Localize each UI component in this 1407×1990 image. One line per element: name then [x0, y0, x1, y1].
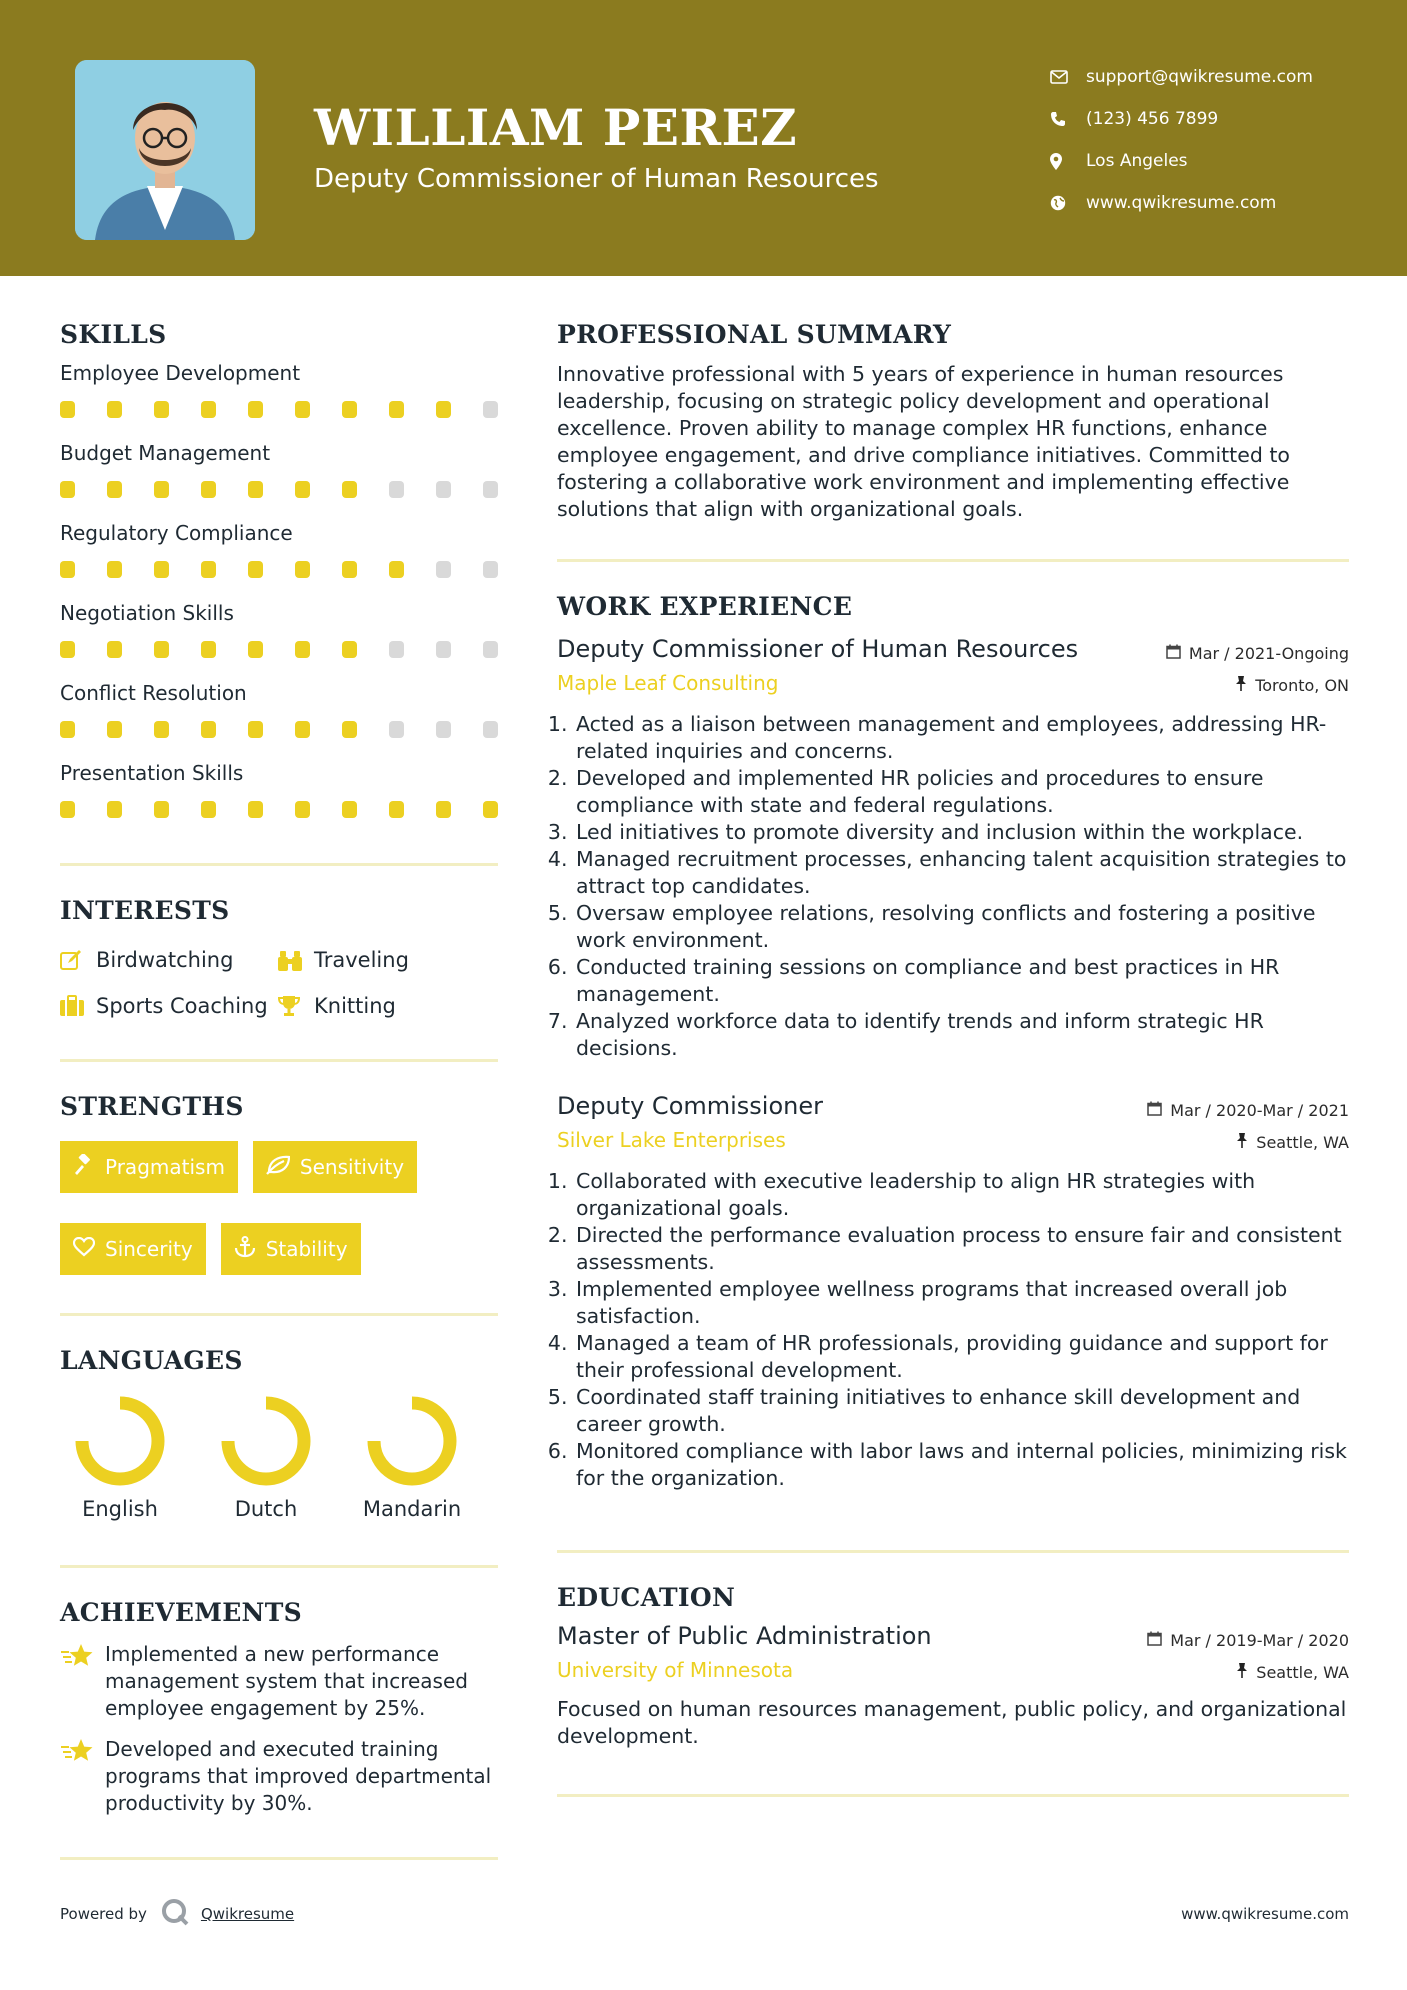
skill-dot: [342, 481, 357, 498]
leaf-icon: [266, 1155, 290, 1180]
skill-dot: [483, 481, 498, 498]
footer-branding: [60, 1898, 294, 1930]
skill-dot: [389, 401, 404, 418]
skill-dot: [295, 561, 310, 578]
skill-dot: [201, 721, 216, 738]
strength-label: Pragmatism: [105, 1155, 225, 1179]
skill-name: Budget Management: [60, 441, 271, 465]
language-name: Dutch: [234, 1497, 298, 1521]
resume-header: [0, 0, 1407, 276]
job-location-text: Seattle, WA: [1256, 1133, 1349, 1152]
language-gauge: [366, 1395, 458, 1487]
skill-dot: [60, 401, 75, 418]
section-divider: [60, 1313, 498, 1316]
skill-dot: [436, 401, 451, 418]
heart-icon: [73, 1237, 95, 1262]
language-gauge-arc: [82, 1403, 158, 1479]
skill-dot: [154, 801, 169, 818]
interest-item: [278, 993, 498, 1019]
contact-website-text: www.qwikresume.com: [1086, 193, 1277, 213]
skill-dot: [436, 641, 451, 658]
job-bullets: [557, 711, 1349, 1062]
strength-tag: [221, 1223, 361, 1275]
skill-dot: [248, 721, 263, 738]
language-gauge-arc: [228, 1403, 304, 1479]
skill-dot: [201, 801, 216, 818]
pushpin-icon: [1235, 676, 1247, 695]
job-bullet: 3. Implemented employee wellness programs that increased overall job satisfaction.: [574, 1276, 1349, 1330]
skill-dot: [295, 481, 310, 498]
achievements-list: [60, 1641, 498, 1817]
education-title: EDUCATION: [557, 1583, 736, 1612]
interest-label: Knitting: [314, 994, 396, 1018]
skill-dot: [342, 721, 357, 738]
skill-dot: [389, 721, 404, 738]
skill-dot: [389, 641, 404, 658]
skill-rating: [60, 561, 498, 579]
skill-rating: [60, 721, 498, 739]
skill-dot: [154, 481, 169, 498]
phone-icon: [1050, 111, 1086, 127]
job-bullets: [557, 1168, 1349, 1492]
interests-title: INTERESTS: [60, 896, 230, 925]
trophy-icon: [278, 995, 314, 1017]
skill-dot: [389, 801, 404, 818]
skill-dot: [483, 641, 498, 658]
skill-dot: [436, 481, 451, 498]
job-bullet: 4. Managed a team of HR professionals, providing guidance and support for their professional development.: [574, 1330, 1349, 1384]
job-location: [1235, 676, 1349, 695]
strength-label: Stability: [265, 1237, 348, 1261]
skill-dot: [107, 561, 122, 578]
strength-tag: [60, 1223, 206, 1275]
job-bullet: 5. Coordinated staff training initiatives to enhance skill development and career growth.: [574, 1384, 1349, 1438]
calendar-icon: [1147, 1631, 1162, 1650]
job-bullet: 1. Collaborated with executive leadership to align HR strategies with organizational goals.: [574, 1168, 1349, 1222]
company-name: Silver Lake Enterprises: [557, 1128, 786, 1152]
job-location-text: Toronto, ON: [1255, 676, 1349, 695]
job-bullet: 3. Led initiatives to promote diversity and inclusion within the workplace.: [574, 819, 1349, 846]
language-gauge: [74, 1395, 166, 1487]
language-gauge-arc: [374, 1403, 450, 1479]
education-dates-text: Mar / 2019-Mar / 2020: [1170, 1631, 1349, 1650]
job-title: Deputy Commissioner of Human Resources: [557, 635, 1079, 663]
section-divider: [60, 1565, 498, 1568]
skill-dot: [248, 801, 263, 818]
skill-dot: [436, 801, 451, 818]
degree-title: Master of Public Administration: [557, 1622, 932, 1650]
interests-list: [60, 947, 498, 1019]
achievement-item: [60, 1641, 498, 1722]
binoculars-icon: [278, 949, 314, 971]
skill-dot: [107, 401, 122, 418]
qwikresume-logo-icon: [161, 1898, 189, 1930]
section-divider: [60, 1059, 498, 1062]
education-location: [1236, 1663, 1349, 1682]
contact-email[interactable]: [1050, 56, 1390, 98]
strength-label: Sincerity: [105, 1237, 193, 1261]
pencil-icon: [60, 949, 96, 971]
languages-title: LANGUAGES: [60, 1346, 243, 1375]
skill-dot: [107, 481, 122, 498]
achievement-item: [60, 1736, 498, 1817]
globe-icon: [1050, 195, 1086, 211]
job-title: Deputy Commissioner: [557, 1092, 824, 1120]
powered-by-label: Powered by: [60, 1905, 147, 1923]
interest-item: [60, 947, 278, 973]
section-divider: [557, 559, 1349, 562]
skill-rating: [60, 641, 498, 659]
skill-dot: [154, 721, 169, 738]
star-icon: [60, 1736, 105, 1817]
contact-website[interactable]: [1050, 182, 1390, 224]
footer-website[interactable]: www.qwikresume.com: [1181, 1905, 1349, 1923]
skills-title: SKILLS: [60, 320, 167, 349]
company-name: Maple Leaf Consulting: [557, 671, 779, 695]
strengths-list: [60, 1141, 498, 1275]
job-bullet: 2. Directed the performance evaluation process to ensure fair and consistent assessments.: [574, 1222, 1349, 1276]
language-item: [352, 1395, 472, 1521]
language-name: Mandarin: [362, 1497, 462, 1521]
gavel-icon: [73, 1154, 95, 1181]
skill-dot: [60, 721, 75, 738]
section-divider: [60, 1857, 498, 1860]
skill-dot: [154, 561, 169, 578]
skill-dot: [107, 721, 122, 738]
skill-dot: [295, 721, 310, 738]
skill-dot: [483, 561, 498, 578]
skill-rating: [60, 401, 498, 419]
education-entry: [557, 1622, 1349, 1750]
languages-list: [60, 1395, 498, 1521]
skill-dot: [436, 721, 451, 738]
job-bullet: 4. Managed recruitment processes, enhancing talent acquisition strategies to attract top candidates.: [574, 846, 1349, 900]
skill-dot: [248, 481, 263, 498]
star-icon: [60, 1641, 105, 1722]
skill-dot: [295, 401, 310, 418]
skill-dot: [60, 481, 75, 498]
job-dates: [1166, 644, 1349, 663]
skill-dot: [389, 481, 404, 498]
skill-name: Presentation Skills: [60, 761, 244, 785]
language-item: [206, 1395, 326, 1521]
skill-dot: [60, 641, 75, 658]
skill-dot: [248, 561, 263, 578]
school-name: University of Minnesota: [557, 1658, 794, 1682]
job-bullet: 1. Acted as a liaison between management and employees, addressing HR-related inquiries and concerns.: [574, 711, 1349, 765]
calendar-icon: [1147, 1101, 1162, 1120]
skill-dot: [201, 401, 216, 418]
skill-dot: [248, 401, 263, 418]
interest-label: Traveling: [314, 948, 409, 972]
job-dates-text: Mar / 2021-Ongoing: [1188, 644, 1349, 663]
job-dates-text: Mar / 2020-Mar / 2021: [1170, 1101, 1349, 1120]
skill-dot: [60, 801, 75, 818]
achievement-text: Implemented a new performance management system that increased employee engagement by 25%.: [105, 1642, 468, 1720]
skill-dot: [107, 641, 122, 658]
skill-dot: [107, 801, 122, 818]
job-entry: [557, 635, 1349, 1062]
left-column: [60, 320, 498, 1860]
job-dates: [1147, 1101, 1349, 1120]
skill-dot: [342, 641, 357, 658]
achievements-title: ACHIEVEMENTS: [60, 1598, 302, 1627]
skill-dot: [295, 641, 310, 658]
contact-list: [1050, 56, 1390, 224]
skill-dot: [201, 641, 216, 658]
pushpin-icon: [1236, 1663, 1248, 1682]
language-gauge: [220, 1395, 312, 1487]
job-bullet: 5. Oversaw employee relations, resolving conflicts and fostering a positive work environment.: [574, 900, 1349, 954]
job-bullet: 6. Monitored compliance with labor laws and internal policies, minimizing risk for the organization.: [574, 1438, 1349, 1492]
skill-dot: [201, 481, 216, 498]
skill-dot: [483, 401, 498, 418]
job-bullet: 7. Analyzed workforce data to identify trends and inform strategic HR decisions.: [574, 1008, 1349, 1062]
skill-dot: [342, 561, 357, 578]
job-location: [1236, 1133, 1349, 1152]
skill-name: Conflict Resolution: [60, 681, 247, 705]
profile-photo: [75, 60, 255, 240]
strength-tag: [253, 1141, 417, 1193]
interest-item: [60, 993, 278, 1019]
strengths-title: STRENGTHS: [60, 1092, 244, 1121]
section-divider: [557, 1550, 1349, 1553]
pushpin-icon: [1236, 1133, 1248, 1152]
skill-dot: [154, 641, 169, 658]
strength-label: Sensitivity: [299, 1155, 405, 1179]
interest-item: [278, 947, 498, 973]
skill-name: Employee Development: [60, 361, 301, 385]
job-bullet: 2. Developed and implemented HR policies and procedures to ensure compliance with state and federal regulations.: [574, 765, 1349, 819]
skill-dot: [483, 721, 498, 738]
anchor-icon: [234, 1236, 256, 1263]
candidate-role: Deputy Commissioner of Human Resources: [314, 164, 879, 194]
skill-dot: [60, 561, 75, 578]
skill-dot: [201, 561, 216, 578]
qwikresume-link[interactable]: Qwikresume: [200, 1905, 295, 1923]
skill-dot: [295, 801, 310, 818]
skill-dot: [342, 801, 357, 818]
skill-dot: [248, 641, 263, 658]
skill-rating: [60, 481, 498, 499]
experience-title: WORK EXPERIENCE: [557, 592, 853, 621]
education-description: Focused on human resources management, public policy, and organizational development.: [557, 1697, 1347, 1748]
envelope-icon: [1050, 70, 1086, 84]
skill-dot: [342, 401, 357, 418]
strength-tag: [60, 1141, 238, 1193]
job-bullet: 6. Conducted training sessions on compliance and best practices in HR management.: [574, 954, 1349, 1008]
contact-location-text: Los Angeles: [1086, 151, 1188, 171]
map-pin-icon: [1050, 153, 1086, 170]
briefcase-icon: [60, 995, 96, 1017]
language-item: [60, 1395, 180, 1521]
interest-label: Birdwatching: [96, 948, 234, 972]
contact-phone-text: (123) 456 7899: [1086, 109, 1219, 129]
education-location-text: Seattle, WA: [1256, 1663, 1349, 1682]
section-divider: [60, 863, 498, 866]
right-column: [557, 320, 1349, 1797]
contact-location: [1050, 140, 1390, 182]
contact-email-text: support@qwikresume.com: [1086, 67, 1313, 87]
skill-dot: [436, 561, 451, 578]
language-name: English: [82, 1497, 158, 1521]
skills-list: [60, 361, 498, 819]
contact-phone[interactable]: [1050, 98, 1390, 140]
calendar-icon: [1166, 644, 1181, 663]
candidate-name: WILLIAM PEREZ: [314, 98, 798, 157]
job-entry: [557, 1092, 1349, 1492]
skill-name: Negotiation Skills: [60, 601, 234, 625]
skill-dot: [483, 801, 498, 818]
skill-dot: [154, 401, 169, 418]
summary-title: PROFESSIONAL SUMMARY: [557, 320, 952, 349]
achievement-text: Developed and executed training programs that improved departmental productivity by 30%.: [105, 1737, 492, 1815]
skill-name: Regulatory Compliance: [60, 521, 293, 545]
education-dates: [1147, 1631, 1349, 1650]
section-divider: [557, 1794, 1349, 1797]
summary-text: Innovative professional with 5 years of experience in human resources leadership, focusing on strategic policy development and operational excellence. Proven ability to manage complex HR functions, enhance employee engagement, and drive compliance initiatives. Committed to fostering a collaborative work environment and implementing effective solutions that align with organizational goals.: [557, 362, 1290, 521]
skill-rating: [60, 801, 498, 819]
interest-label: Sports Coaching: [96, 994, 268, 1018]
skill-dot: [389, 561, 404, 578]
